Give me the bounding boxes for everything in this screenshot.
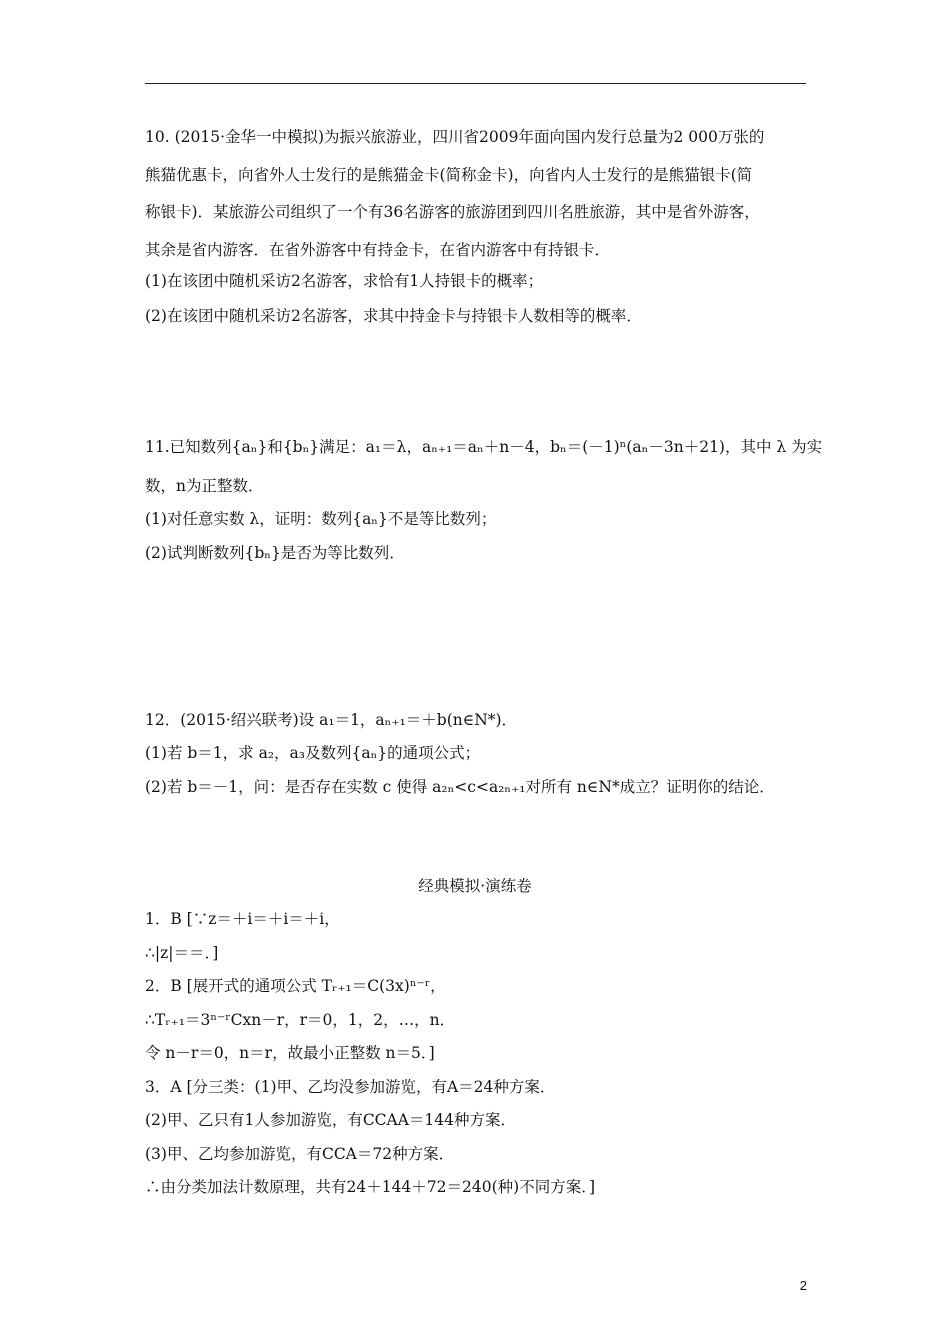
- q11-line: 11.已知数列{aₙ}和{bₙ}满足：a₁＝λ，aₙ₊₁＝aₙ＋n－4，bₙ＝(－1)ⁿ(aₙ－3n＋21)，其中 λ 为实: [145, 438, 823, 456]
- answer-line: (2)甲、乙只有1人参加游览，有CCAA＝144种方案．: [145, 1111, 517, 1129]
- q10-part-2: (2)在该团中随机采访2名游客，求其中持金卡与持银卡人数相等的概率．: [145, 307, 642, 325]
- q11-part-1: (1)对任意实数 λ，证明：数列{aₙ}不是等比数列；: [145, 510, 497, 528]
- q11-line: 数，n为正整数．: [145, 477, 264, 495]
- q10-line: 称银卡)．某旅游公司组织了一个有36名游客的旅游团到四川名胜旅游，其中是省外游客，: [145, 203, 760, 221]
- q10-line: 10. (2015·金华一中模拟)为振兴旅游业，四川省2009年面向国内发行总量为2 000万张的: [145, 128, 765, 146]
- q12-line: 12．(2015·绍兴联考)设 a₁＝1，aₙ₊₁＝＋b(n∈N*)．: [145, 711, 518, 729]
- answer-line: ∴由分类加法计数原理，共有24＋144＋72＝240(种)不同方案．]: [145, 1178, 596, 1196]
- q10-line: 其余是省内游客．在省外游客中有持金卡，在省内游客中有持银卡．: [145, 241, 611, 259]
- q12-part-2: (2)若 b＝－1，问：是否存在实数 c 使得 a₂ₙ<c<a₂ₙ₊₁对所有 n∈N*成立？证明你的结论．: [145, 778, 775, 796]
- answer-line: 1．B [∵z＝＋i＝＋i＝＋i，: [145, 910, 340, 928]
- q11-part-2: (2)试判断数列{bₙ}是否为等比数列．: [145, 544, 405, 562]
- q10-line: 熊猫优惠卡，向省外人士发行的是熊猫金卡(简称金卡)，向省内人士发行的是熊猫银卡(简: [145, 166, 753, 184]
- answer-line: ∴|z|＝＝．]: [145, 944, 219, 962]
- answer-line: ∴Tᵣ₊₁＝3ⁿ⁻ʳCxn－r，r＝0，1，2，…，n．: [145, 1011, 456, 1029]
- q12-part-1: (1)若 b＝1，求 a₂，a₃及数列{aₙ}的通项公式；: [145, 744, 481, 762]
- answer-line: 3．A [分三类：(1)甲、乙均没参加游览，有A＝24种方案．: [145, 1078, 556, 1096]
- answer-line: (3)甲、乙均参加游览，有CCA＝72种方案．: [145, 1145, 455, 1163]
- q10-part-1: (1)在该团中随机采访2名游客，求恰有1人持银卡的概率；: [145, 272, 544, 290]
- header-rule: [145, 83, 806, 84]
- section-title: 经典模拟·演练卷: [418, 877, 532, 895]
- answer-line: 令 n－r＝0，n＝r，故最小正整数 n＝5．]: [145, 1044, 435, 1062]
- answer-line: 2．B [展开式的通项公式 Tᵣ₊₁＝C(3x)ⁿ⁻ʳ，: [145, 977, 446, 995]
- page-number: 2: [799, 1278, 807, 1293]
